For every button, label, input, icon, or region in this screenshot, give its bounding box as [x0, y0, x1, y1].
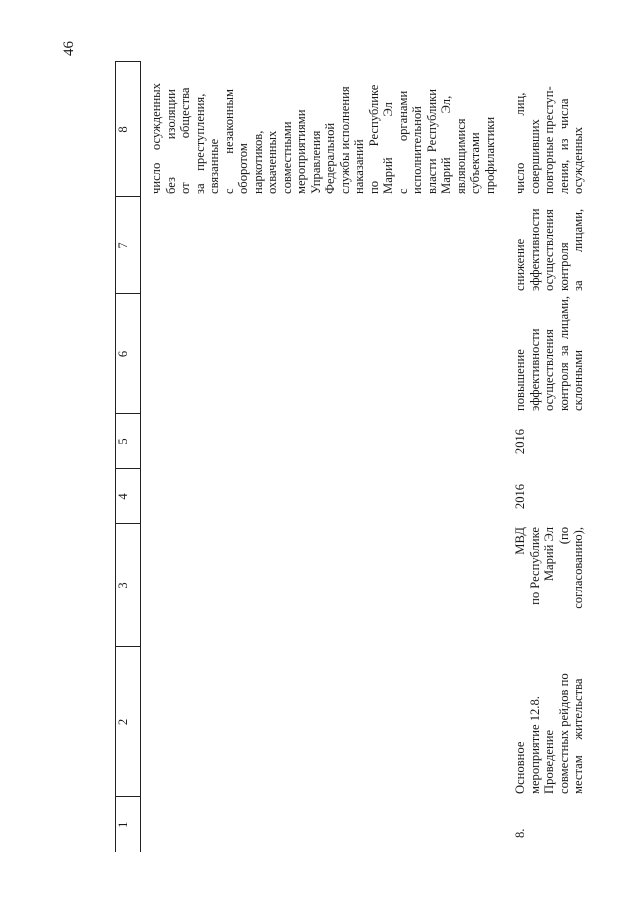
text-line: исполнительной: [410, 106, 424, 194]
start-year: 2016: [513, 483, 527, 510]
text-line: оборотом: [236, 143, 250, 194]
text-line: число осужденных: [149, 83, 163, 194]
program-table: [115, 62, 586, 853]
activity-cell: [505, 647, 586, 797]
spacer-row: [141, 62, 506, 852]
header-col-2: 2: [116, 647, 141, 797]
text-line: по Республике: [527, 527, 542, 605]
text-line: службы исполнения: [337, 86, 352, 194]
text-line: профилактики: [482, 116, 497, 194]
text-line: с незаконным: [221, 89, 236, 194]
text-line: эффективности: [527, 328, 542, 411]
text-line: осуществления: [542, 209, 556, 291]
table-row: [505, 62, 586, 852]
header-col-7: 7: [116, 197, 141, 294]
text-line: субъектами: [468, 132, 482, 194]
text-line: наказаний: [352, 139, 366, 194]
executor-lines: [513, 527, 586, 644]
result-cell: [505, 294, 586, 414]
text-line: Основное: [513, 741, 527, 794]
consequences-cell: [505, 197, 586, 294]
text-line: Марий Эл: [542, 527, 556, 582]
text-line: МВД: [513, 527, 527, 555]
text-line: мероприятиями: [294, 109, 308, 194]
text-line: власти Республики: [424, 89, 439, 194]
text-line: повторные преступ-: [542, 86, 556, 194]
text-line: местам жительства: [571, 678, 585, 794]
text-line: Управления: [308, 130, 323, 194]
consequences-lines: [513, 200, 586, 291]
indicator-lines-b: [513, 65, 586, 194]
header-col-5: 5: [116, 414, 141, 469]
rotated-table-container: [115, 62, 595, 852]
result-lines: [513, 297, 586, 411]
executor-cell: [505, 524, 586, 647]
text-line: связанные: [207, 138, 221, 194]
text-line: охваченных: [265, 130, 279, 194]
text-line: осужденных: [571, 126, 585, 194]
indicator-lines-a: [149, 65, 497, 194]
text-line: склонными: [571, 350, 585, 411]
header-col-6: 6: [116, 294, 141, 414]
page-number: 46: [61, 41, 77, 56]
text-line: Марий Эл,: [439, 95, 453, 194]
text-line: совместных рейдов по: [556, 673, 571, 794]
text-line: совершивших: [527, 119, 542, 194]
activity-lines: [513, 650, 586, 794]
end-year: 2016: [513, 428, 527, 455]
header-col-3: 3: [116, 524, 141, 647]
text-line: Проведение: [542, 729, 556, 794]
text-line: снижение: [513, 238, 527, 291]
text-line: от общества: [178, 87, 192, 194]
text-line: согласованию),: [571, 527, 585, 609]
indicator-cell-b: [505, 62, 586, 197]
text-line: за лицами,: [571, 208, 585, 291]
text-line: повышение: [513, 349, 527, 411]
text-line: с органами: [395, 90, 410, 194]
row-number: 8.: [513, 828, 527, 838]
text-line: (по: [556, 527, 571, 545]
text-line: эффективности: [527, 208, 542, 291]
text-line: контроля: [556, 242, 571, 291]
text-line: число лиц,: [513, 92, 527, 194]
text-line: контроля за лицами,: [556, 295, 571, 411]
header-col-8: 8: [116, 62, 141, 197]
text-line: наркотиков,: [250, 130, 265, 194]
header-row: [116, 62, 141, 852]
text-line: Федеральной: [323, 122, 337, 194]
indicator-cell-a: [141, 62, 506, 197]
text-line: Марий Эл: [381, 102, 395, 194]
text-line: мероприятие 12.8.: [527, 696, 542, 794]
text-line: по Республике: [366, 84, 381, 194]
header-col-4: 4: [116, 469, 141, 524]
text-line: ления, из числа: [556, 98, 571, 194]
text-line: осуществления: [542, 329, 556, 411]
header-col-1: 1: [116, 797, 141, 852]
text-line: являющимися: [453, 118, 468, 194]
text-line: без изоляции: [163, 89, 178, 194]
text-line: за преступления,: [192, 93, 207, 194]
text-line: совместными: [279, 121, 294, 194]
